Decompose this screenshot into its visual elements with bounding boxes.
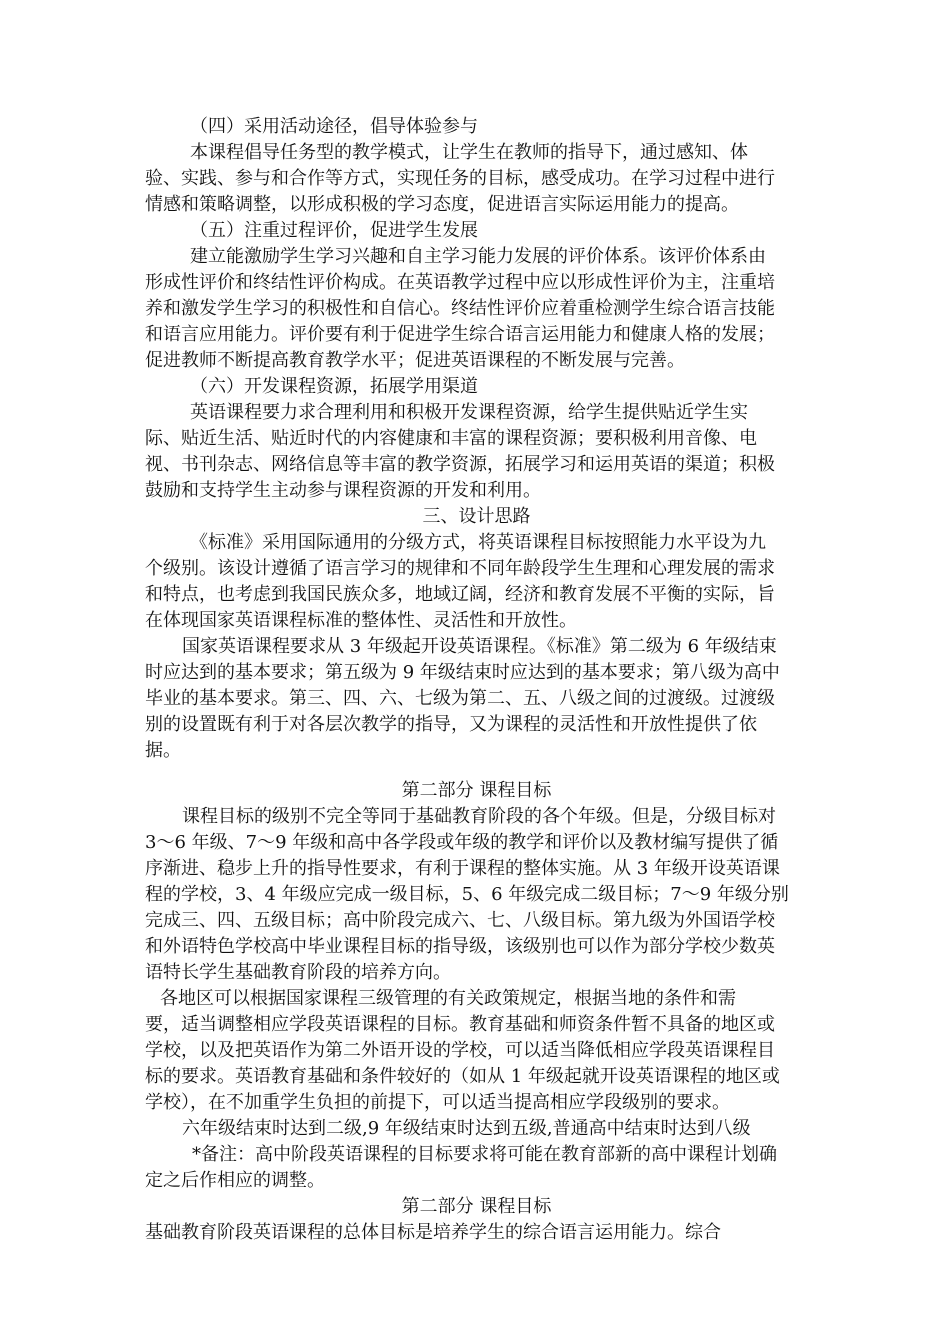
paragraph-line: 验、实践、参与和合作等方式，实现任务的目标，感受成功。在学习过程中进行 (145, 168, 775, 189)
paragraph-line: 在体现国家英语课程标准的整体性、灵活性和开放性。 (145, 610, 577, 631)
paragraph-line: 程的学校，3、4 年级应完成一级目标，5、6 年级完成二级目标；7～9 年级分别 (145, 884, 789, 905)
paragraph-line: 促进教师不断提高教育教学水平；促进英语课程的不断发展与完善。 (145, 350, 685, 371)
paragraph-line: 时应达到的基本要求；第五级为 9 年级结束时应达到的基本要求；第八级为高中 (145, 662, 780, 683)
note-line: *备注：高中阶段英语课程的目标要求将可能在教育部新的高中课程计划确 (192, 1144, 777, 1165)
paragraph-line: 鼓励和支持学生主动参与课程资源的开发和利用。 (145, 480, 541, 501)
paragraph-line: 和语言应用能力。评价要有利于促进学生综合语言运用能力和健康人格的发展； (145, 324, 775, 345)
paragraph-line: 养和激发学生学习的积极性和自信心。终结性评价应着重检测学生综合语言技能 (145, 298, 775, 319)
part-two-title: 第二部分 课程目标 (401, 780, 552, 801)
paragraph-line: 学校，以及把英语作为第二外语开设的学校，可以适当降低相应学段英语课程目 (145, 1040, 775, 1061)
paragraph-line: 课程目标的级别不完全等同于基础教育阶段的各个年级。但是，分级目标对 (182, 806, 776, 827)
paragraph-line: 标的要求。英语教育基础和条件较好的（如从 1 年级起就开设英语课程的地区或 (145, 1066, 780, 1087)
paragraph-line: 《标准》采用国际通用的分级方式，将英语课程目标按照能力水平设为九 (190, 532, 766, 553)
note-line: 定之后作相应的调整。 (145, 1170, 325, 1191)
paragraph-line: 要，适当调整相应学段英语课程的目标。教育基础和师资条件暂不具备的地区或 (145, 1014, 775, 1035)
paragraph-line: 毕业的基本要求。第三、四、六、七级为第二、五、八级之间的过渡级。过渡级 (145, 688, 775, 709)
paragraph-line: 形成性评价和终结性评价构成。在英语教学过程中应以形成性评价为主，注重培 (145, 272, 775, 293)
paragraph-line: 基础教育阶段英语课程的总体目标是培养学生的综合语言运用能力。综合 (145, 1222, 721, 1243)
section-five-heading: （五）注重过程评价，促进学生发展 (190, 220, 478, 241)
part-two-title-repeat: 第二部分 课程目标 (401, 1196, 552, 1217)
paragraph-line: 别的设置既有利于对各层次教学的指导，又为课程的灵活性和开放性提供了依 (145, 714, 757, 735)
paragraph-line: 英语课程要力求合理利用和积极开发课程资源，给学生提供贴近学生实 (190, 402, 748, 423)
paragraph-line: 和特点，也考虑到我国民族众多，地域辽阔，经济和教育发展不平衡的实际，旨 (145, 584, 775, 605)
paragraph-line: 各地区可以根据国家课程三级管理的有关政策规定，根据当地的条件和需 (160, 988, 736, 1009)
paragraph-line: 个级别。该设计遵循了语言学习的规律和不同年龄段学生生理和心理发展的需求 (145, 558, 775, 579)
paragraph-line: 据。 (145, 740, 181, 761)
section-six-heading: （六）开发课程资源，拓展学用渠道 (190, 376, 478, 397)
design-section-title: 三、设计思路 (422, 506, 531, 527)
paragraph-line: 序渐进、稳步上升的指导性要求，有利于课程的整体实施。从 3 年级开设英语课 (145, 858, 780, 879)
paragraph-line: 和外语特色学校高中毕业课程目标的指导级，该级别也可以作为部分学校少数英 (145, 936, 775, 957)
section-four-heading: （四）采用活动途径，倡导体验参与 (190, 116, 478, 137)
paragraph-line: 建立能激励学生学习兴趣和自主学习能力发展的评价体系。该评价体系由 (190, 246, 766, 267)
paragraph-line: 学校），在不加重学生负担的前提下，可以适当提高相应学段级别的要求。 (145, 1092, 730, 1113)
paragraph-line: 语特长学生基础教育阶段的培养方向。 (145, 962, 451, 983)
paragraph-line: 完成三、四、五级目标；高中阶段完成六、七、八级目标。第九级为外国语学校 (145, 910, 775, 931)
summary-line: 六年级结束时达到二级,9 年级结束时达到五级,普通高中结束时达到八级 (182, 1118, 751, 1139)
paragraph-line: 本课程倡导任务型的教学模式，让学生在教师的指导下，通过感知、体 (190, 142, 748, 163)
paragraph-line: 视、书刊杂志、网络信息等丰富的教学资源，拓展学习和运用英语的渠道；积极 (145, 454, 775, 475)
paragraph-line: 国家英语课程要求从 3 年级起开设英语课程。《标准》第二级为 6 年级结束 (182, 636, 777, 657)
paragraph-line: 3～6 年级、7～9 年级和高中各学段或年级的教学和评价以及教材编写提供了循 (145, 832, 779, 853)
paragraph-line: 际、贴近生活、贴近时代的内容健康和丰富的课程资源；要积极利用音像、电 (145, 428, 757, 449)
paragraph-line: 情感和策略调整，以形成积极的学习态度，促进语言实际运用能力的提高。 (145, 194, 739, 215)
